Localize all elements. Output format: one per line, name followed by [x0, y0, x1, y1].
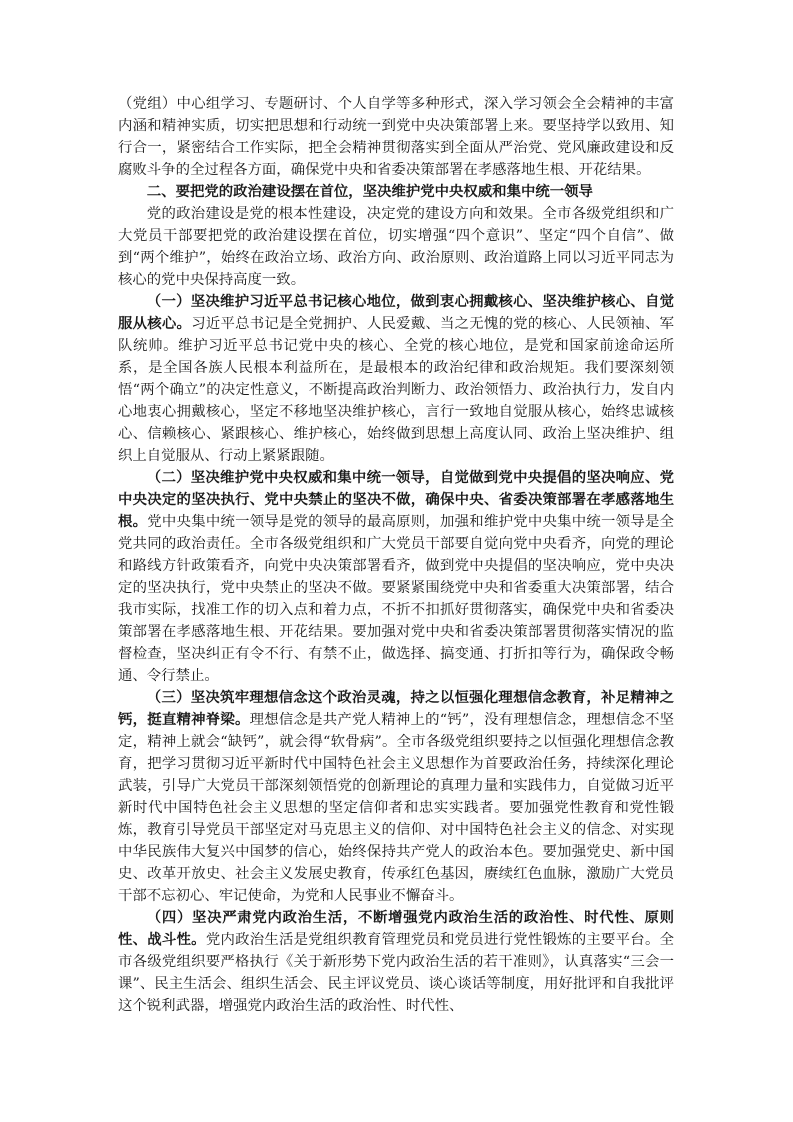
item-two-paragraph [118, 467, 674, 687]
item-two-lead: （二）坚决维护党中央权威和集中统一领导，自觉做到党中央提倡的坚决响应、党中央决定的坚决执行、党中央禁止的坚决不做，确保中央、省委决策部署在孝感落地生根。 [118, 469, 674, 530]
item-three-lead: （三）坚决筑牢理想信念这个政治灵魂，持之以恒强化理想信念教育，补足精神之钙，挺直精神脊梁。 [118, 689, 674, 728]
item-one-lead: （一）坚决维护习近平总书记核心地位，做到衷心拥戴核心、坚决维护核心、自觉服从核心。 [118, 293, 674, 332]
document-page [118, 93, 674, 1017]
item-three-body: 理想信念是共产党人精神上的“钙”，没有理想信念，理想信念不坚定，精神上就会“缺钙”，就会得“软骨病”。全市各级党组织要持之以恒强化理想信念教育，把学习贯彻习近平新时代中国特色社会主义思想作为首要政治任务，持续深化理论武装，引导广大党员干部深刻领悟党的创新理论的真理力量和实践伟力，自觉做习近平新时代中国特色社会主义思想的坚定信仰者和忠实实践者。要加强党性教育和党性锻炼，教育引导党员干部坚定对马克思主义的信仰、对中国特色社会主义的信念、对实现中华民族伟大复兴中国梦的信心，始终保持共产党人的政治本色。要加强党史、新中国史、改革开放史、社会主义发展史教育，传承红色基因，赓续红色血脉，激励广大党员干部不忘初心、牢记使命，为党和人民事业不懈奋斗。 [118, 712, 674, 904]
item-one-body: 习近平总书记是全党拥护、人民爱戴、当之无愧的党的核心、人民领袖、军队统帅。维护习近平总书记党中央的核心、全党的核心地位，是党和国家前途命运所系，是全国各族人民根本利益所在，是最根本的政治纪律和政治规矩。我们要深刻领悟“两个确立”的决定性意义，不断提高政治判断力、政治领悟力、政治执行力，发自内心地衷心拥戴核心，坚定不移地坚决维护核心，言行一致地自觉服从核心，始终忠诚核心、信赖核心、紧跟核心、维护核心，始终做到思想上高度认同、政治上坚决维护、组织上自觉服从、行动上紧紧跟随。 [118, 316, 674, 464]
section-two-heading: 二、要把党的政治建设摆在首位，坚决维护党中央权威和集中统一领导 [146, 183, 593, 200]
item-four-body: 党内政治生活是党组织教育管理党员和党员进行党性锻炼的主要平台。全市各级党组织要严格执行《关于新形势下党内政治生活的若干准则》，认真落实“三会一课”、民主生活会、组织生活会、民主评议党员、谈心谈话等制度，用好批评和自我批评这个锐利武器，增强党内政治生活的政治性、时代性、 [118, 932, 674, 1014]
paragraph-continuation: （党组）中心组学习、专题研讨、个人自学等多种形式，深入学习领会全会精神的丰富内涵和精神实质，切实把思想和行动统一到党中央决策部署上来。要坚持学以致用、知行合一，紧密结合工作实际，把全会精神贯彻落实到全面从严治党、党风廉政建设和反腐败斗争的全过程各方面，确保党中央和省委决策部署在孝感落地生根、开花结果。 [118, 96, 674, 178]
item-two-body: 党中央集中统一领导是党的领导的最高原则，加强和维护党中央集中统一领导是全党共同的政治责任。全市各级党组织和广大党员干部要自觉向党中央看齐，向党的理论和路线方针政策看齐，向党中央决策部署看齐，做到党中央提倡的坚决响应，党中央决定的坚决执行，党中央禁止的坚决不做。要紧紧围绕党中央和省委重大决策部署，结合我市实际，找准工作的切入点和着力点，不折不扣抓好贯彻落实，确保党中央和省委决策部署在孝感落地生根、开花结果。要加强对党中央和省委决策部署贯彻落实情况的监督检查，坚决纠正有令不行、有禁不止，做选择、搞变通、打折扣等行为，确保政令畅通、令行禁止。 [118, 514, 674, 684]
item-three-paragraph [118, 687, 674, 907]
item-one-paragraph [118, 291, 674, 467]
section-two-intro: 党的政治建设是党的根本性建设，决定党的建设方向和效果。全市各级党组织和广大党员干部要把党的政治建设摆在首位，切实增强“四个意识”、坚定“四个自信”、做到“两个维护”，始终在政治立场、政治方向、政治原则、政治道路上同以习近平同志为核心的党中央保持高度一致。 [118, 206, 674, 288]
item-four-lead: （四）坚决严肃党内政治生活，不断增强党内政治生活的政治性、时代性、原则性、战斗性。 [118, 909, 674, 948]
item-four-paragraph [118, 907, 674, 1017]
